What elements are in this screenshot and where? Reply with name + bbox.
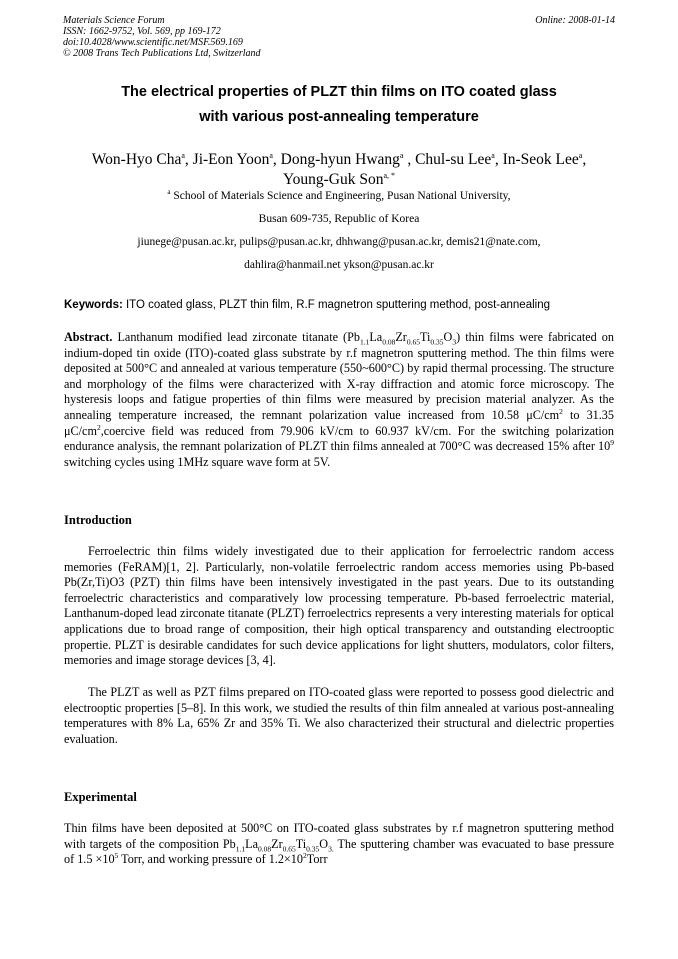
copyright-line: © 2008 Trans Tech Publications Ltd, Switzerland bbox=[63, 48, 261, 59]
journal-name: Materials Science Forum bbox=[63, 15, 165, 26]
paper-title bbox=[60, 80, 618, 130]
email-line-2: dahlira@hanmail.net ykson@pusan.ac.kr bbox=[244, 259, 434, 271]
author-name: Ji-Eon Yoon bbox=[192, 151, 270, 168]
keywords-label: Keywords: bbox=[64, 299, 123, 311]
author-sep: , bbox=[184, 151, 193, 168]
affiliation-line-1 bbox=[56, 185, 622, 208]
author-mark: a bbox=[399, 150, 404, 160]
title-line-1: The electrical properties of PLZT thin films on ITO coated glass bbox=[121, 84, 557, 100]
author-mark: a, * bbox=[383, 170, 396, 180]
abstract-label: Abstract. bbox=[64, 330, 113, 344]
keywords bbox=[64, 297, 624, 313]
author-mark: a bbox=[181, 150, 185, 160]
keywords-text: ITO coated glass, PLZT thin film, R.F magnetron sputtering method, post-annealing bbox=[122, 299, 551, 311]
introduction-heading: Introduction bbox=[64, 513, 132, 527]
doi-line: doi:10.4028/www.scientific.net/MSF.569.169 bbox=[63, 37, 243, 48]
author-sep: , bbox=[403, 151, 416, 168]
author-sep: , bbox=[272, 151, 281, 168]
author-name: In-Seok Lee bbox=[502, 151, 579, 168]
introduction-paragraph-1: Ferroelectric thin films widely investigated due to their application for ferroelectric random access memories (FeRAM)[1, 2]. Particularly, non-volatile ferroelectric random access memories using Pb-based Pb(Zr,Ti)O3 (PZT) thin films have been intensively investigated in the past years. Due to its outstanding ferroelectric characteristics and comparatively low processing temperature. Pb-based ferroelectric material, Lanthanum-doped lead zirconate titanate (PLZT) ferroelectrics represents a very interesting materials for optical applications due to broad range of composition, their high optical transparency and outstanding electrooptic propertie. PLZT is desirable candidates for such device applications for light shutters, modulators, color filters, memories and image storage devices [3, 4]. bbox=[64, 544, 614, 668]
author-name: Young-Guk Son bbox=[282, 171, 384, 188]
author-name: Won-Hyo Cha bbox=[91, 151, 182, 168]
author-name: Chul-su Lee bbox=[415, 151, 492, 168]
author-list bbox=[56, 150, 622, 190]
affiliation-mark: a bbox=[167, 188, 171, 197]
abstract-paragraph: Abstract. Lanthanum modified lead zirconate titanate $(Pb_{1.1}La_{0.08}Zr_{0.65}Ti_{0.35}O_3)$ thin films were fabricated on indium-doped tin oxide (ITO)-coated glass substrate by r.f magnetron sputtering method. The thin films were deposited at 500°C and annealed at various temperature (550~600°C) by rapid thermal processing. The structure and morphology of the films were characterized with X-ray diffraction and atomic force microscopy. The hysteresis loops and fatigue properties of thin films were measured by precision material analyzer. As the annealing temperature increased, the remnant polarization value increased from 10.58 $\mu C/cm^2$ to 31.35 $\mu C/cm^2,coercive$ field was reduced from 79.906 kV/cm to 60.937 kV/cm. For the switching polarization endurance analysis, the remnant polarization of PLZT thin films annealed at 700°C was decreased 15% after $10^9$ switching cycles using 1MHz square wave form at 5V. bbox=[64, 330, 614, 469]
email-line-1: jiunege@pusan.ac.kr, pulips@pusan.ac.kr, dhhwang@pusan.ac.kr, demis21@nate.com, bbox=[137, 236, 541, 248]
affiliation-text: School of Materials Science and Engineering, Pusan National University, bbox=[170, 190, 511, 202]
title-line-2: with various post-annealing temperature bbox=[199, 109, 479, 125]
author-sep: , bbox=[582, 151, 587, 168]
introduction-paragraph-2: The PLZT as well as PZT films prepared on ITO-coated glass were reported to possess good dielectric and electrooptic properties [5–8]. In this work, we studied the results of thin film annealed at various post-annealing temperatures with 8% La, 65% Zr and 35% Ti. We also characterized their structural and dielectric properties evaluation. bbox=[64, 685, 614, 746]
author-mark: a bbox=[578, 150, 583, 160]
experimental-paragraph: Thin films have been deposited at 500°C on ITO-coated glass substrates by r.f magnetron sputtering method with targets of the composition $Pb_{1.1}La_{0.08}Zr_{0.65}Ti_{0.35}O_{3.}$ The sputtering chamber was evacuated to base pressure of $1.5 \times 10^5$ Torr, and working pressure of $1.2\times 10^2Torr$ bbox=[64, 821, 615, 867]
affiliation-line-2: Busan 609-735, Republic of Korea bbox=[258, 213, 420, 225]
experimental-heading: Experimental bbox=[64, 790, 137, 804]
online-date: Online: 2008-01-14 bbox=[535, 15, 615, 26]
journal-header bbox=[63, 15, 615, 59]
issn-line: ISSN: 1662-9752, Vol. 569, pp 169-172 bbox=[63, 26, 221, 37]
author-name: Dong-hyun Hwang bbox=[280, 151, 400, 168]
author-sep: , bbox=[494, 151, 503, 168]
author-mark: a bbox=[491, 150, 495, 160]
author-mark: a bbox=[269, 150, 273, 160]
